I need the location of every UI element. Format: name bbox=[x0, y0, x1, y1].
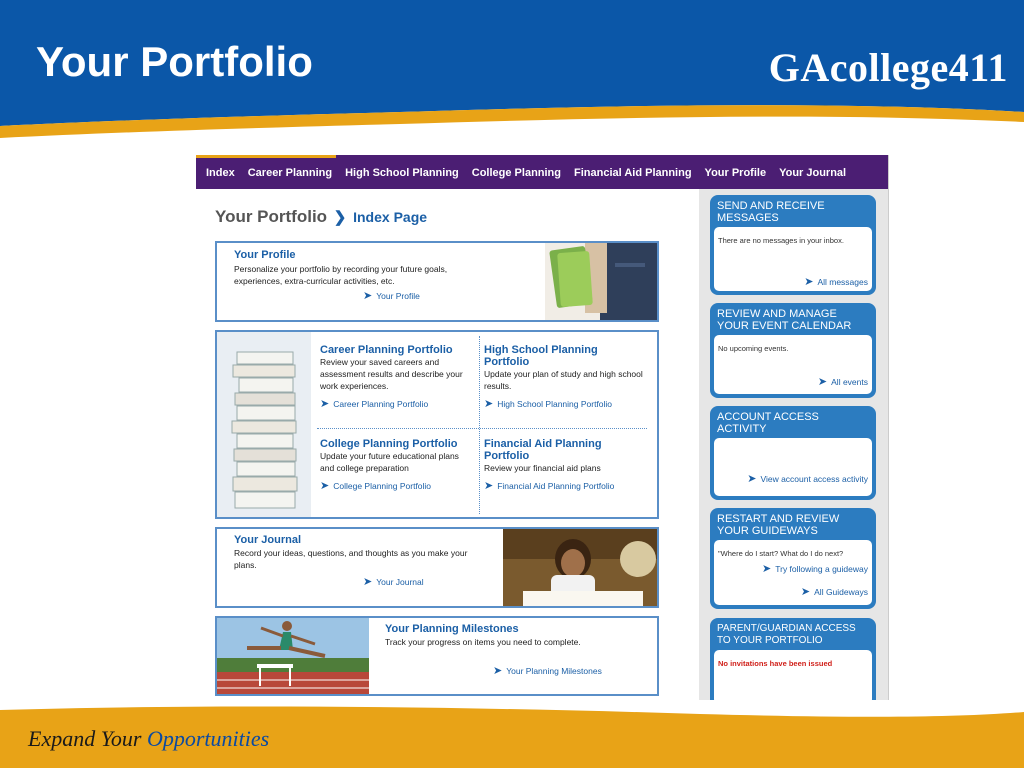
messages-widget bbox=[710, 195, 876, 295]
highschool-portfolio-text: Update your plan of study and high school results. bbox=[484, 369, 643, 391]
chevron-right-icon: ❯ bbox=[333, 209, 347, 226]
messages-widget-text: There are no messages in your inbox. bbox=[718, 236, 844, 245]
tagline-part1: Expand Your bbox=[28, 726, 142, 751]
career-portfolio-text: Review your saved careers and assessment results and describe your work experiences. bbox=[320, 357, 463, 391]
milestones-card-title[interactable]: Your Planning Milestones bbox=[385, 623, 519, 635]
finaid-portfolio-link[interactable] bbox=[484, 479, 644, 492]
arrow-right-icon: ➤ bbox=[363, 290, 373, 302]
arrow-right-icon: ➤ bbox=[493, 665, 503, 677]
nav-item-career-planning[interactable]: Career Planning bbox=[247, 167, 333, 179]
highschool-portfolio-link[interactable] bbox=[484, 397, 644, 410]
milestones-link[interactable] bbox=[493, 664, 602, 677]
tagline-part2: Opportunities bbox=[146, 726, 270, 751]
slide-tagline bbox=[28, 726, 269, 752]
arrow-right-icon: ➤ bbox=[762, 563, 772, 575]
all-guideways-link-label: All Guideways bbox=[814, 587, 868, 597]
arrow-right-icon: ➤ bbox=[320, 480, 330, 492]
page-title bbox=[215, 207, 427, 227]
student-books-image bbox=[545, 243, 657, 321]
nav-item-college-planning[interactable]: College Planning bbox=[471, 167, 561, 179]
view-account-access-link[interactable] bbox=[747, 472, 868, 485]
arrow-right-icon: ➤ bbox=[320, 398, 330, 410]
arrow-right-icon: ➤ bbox=[484, 398, 494, 410]
all-messages-link[interactable] bbox=[804, 275, 868, 288]
finaid-portfolio-text: Review your financial aid plans bbox=[484, 463, 601, 473]
sidebar bbox=[699, 189, 889, 700]
finaid-portfolio-title[interactable]: Financial Aid Planning Portfolio bbox=[484, 438, 602, 462]
arrow-right-icon: ➤ bbox=[747, 473, 757, 485]
finaid-portfolio-section bbox=[484, 438, 644, 492]
arrow-right-icon: ➤ bbox=[817, 376, 828, 388]
journal-card bbox=[215, 527, 659, 608]
try-guideway-link[interactable] bbox=[762, 562, 868, 575]
guideways-widget-text: "Where do I start? What do I do next? bbox=[718, 549, 844, 558]
milestones-card bbox=[215, 616, 659, 696]
college-portfolio-section bbox=[320, 438, 472, 492]
girl-writing-image bbox=[503, 529, 657, 607]
guideways-widget bbox=[710, 508, 876, 609]
events-widget bbox=[710, 303, 876, 398]
top-nav bbox=[196, 155, 889, 189]
journal-link[interactable] bbox=[363, 575, 424, 588]
all-events-link-label: All events bbox=[831, 377, 868, 387]
parent-access-widget bbox=[710, 618, 876, 700]
highschool-portfolio-section bbox=[484, 344, 644, 410]
parent-access-widget-text: No invitations have been issued bbox=[718, 659, 833, 668]
nav-item-financial-aid-planning[interactable]: Financial Aid Planning bbox=[574, 167, 692, 179]
view-account-access-link-label: View account access activity bbox=[760, 474, 868, 484]
portfolios-card bbox=[215, 330, 659, 519]
all-messages-link-label: All messages bbox=[817, 277, 868, 287]
slide-title: Your Portfolio bbox=[36, 38, 313, 85]
nav-item-your-profile[interactable]: Your Profile bbox=[704, 167, 767, 179]
account-access-widget bbox=[710, 406, 876, 500]
highschool-portfolio-link-label: High School Planning Portfolio bbox=[497, 399, 613, 409]
page-title-sub: Index Page bbox=[353, 209, 428, 225]
page-title-main: Your Portfolio bbox=[215, 207, 328, 226]
arrow-right-icon: ➤ bbox=[363, 576, 373, 588]
profile-card bbox=[215, 241, 659, 322]
journal-card-title[interactable]: Your Journal bbox=[234, 534, 302, 546]
nav-item-high-school-planning[interactable]: High School Planning bbox=[345, 167, 459, 179]
journal-link-label: Your Journal bbox=[376, 577, 424, 587]
all-guideways-link[interactable] bbox=[801, 585, 868, 598]
career-portfolio-title[interactable]: Career Planning Portfolio bbox=[320, 344, 453, 356]
milestones-link-label: Your Planning Milestones bbox=[506, 666, 602, 676]
profile-link-label: Your Profile bbox=[376, 291, 420, 301]
journal-card-text: Record your ideas, questions, and thoughts as you make your plans. bbox=[234, 548, 468, 570]
all-events-link[interactable] bbox=[818, 375, 868, 388]
account-access-widget-title: ACCOUNT ACCESS ACTIVITY bbox=[717, 411, 819, 435]
profile-card-text: Personalize your portfolio by recording your future goals, experiences, extra-curricular activities, etc. bbox=[234, 264, 448, 286]
nav-active-indicator bbox=[196, 155, 336, 158]
events-widget-text: No upcoming events. bbox=[718, 344, 789, 353]
arrow-right-icon: ➤ bbox=[484, 480, 494, 492]
arrow-right-icon: ➤ bbox=[804, 276, 814, 288]
profile-card-title[interactable]: Your Profile bbox=[234, 249, 296, 261]
college-portfolio-link[interactable] bbox=[320, 479, 472, 492]
slide-header bbox=[0, 0, 1024, 140]
profile-link[interactable] bbox=[363, 289, 420, 302]
divider-vertical bbox=[479, 336, 480, 514]
parent-access-widget-title: PARENT/GUARDIAN ACCESS TO YOUR PORTFOLIO bbox=[717, 623, 856, 646]
portfolio-screenshot bbox=[196, 155, 889, 700]
finaid-portfolio-link-label: Financial Aid Planning Portfolio bbox=[497, 481, 615, 491]
binders-stack-image bbox=[217, 332, 311, 517]
college-portfolio-link-label: College Planning Portfolio bbox=[333, 481, 432, 491]
events-widget-title: REVIEW AND MANAGE YOUR EVENT CALENDAR bbox=[717, 308, 852, 332]
career-portfolio-link[interactable] bbox=[320, 397, 472, 410]
highschool-portfolio-title[interactable]: High School Planning Portfolio bbox=[484, 344, 598, 368]
main-content bbox=[196, 189, 699, 700]
career-portfolio-section bbox=[320, 344, 472, 410]
college-portfolio-text: Update your future educational plans and college preparation bbox=[320, 451, 459, 473]
divider-horizontal bbox=[317, 428, 647, 429]
try-guideway-link-label: Try following a guideway bbox=[775, 564, 868, 574]
brand-logo: GAcollege411 bbox=[768, 45, 1008, 90]
guideways-widget-title: RESTART AND REVIEW YOUR GUIDEWAYS bbox=[717, 513, 840, 537]
milestones-card-text: Track your progress on items you need to complete. bbox=[385, 637, 581, 647]
messages-widget-title: SEND AND RECEIVE MESSAGES bbox=[717, 200, 825, 224]
nav-item-your-journal[interactable]: Your Journal bbox=[779, 167, 847, 179]
hurdler-image bbox=[217, 618, 369, 694]
college-portfolio-title[interactable]: College Planning Portfolio bbox=[320, 438, 458, 450]
arrow-right-icon: ➤ bbox=[800, 586, 811, 598]
nav-item-index[interactable]: Index bbox=[206, 167, 235, 179]
career-portfolio-link-label: Career Planning Portfolio bbox=[333, 399, 429, 409]
